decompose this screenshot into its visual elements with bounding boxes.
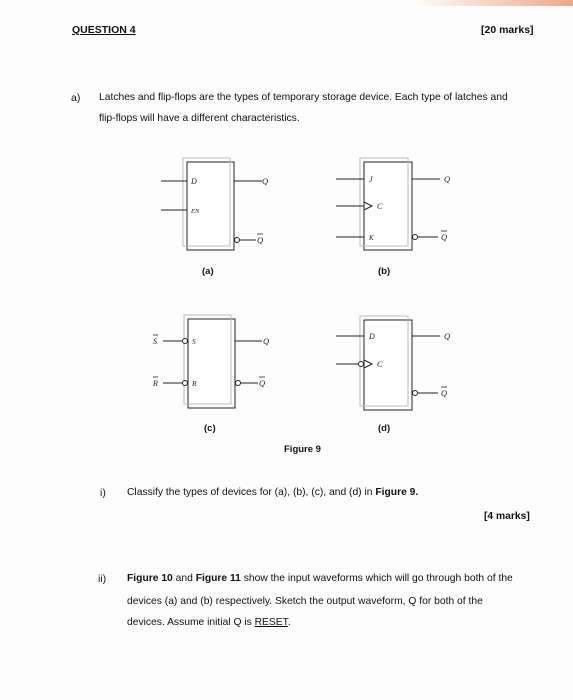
part-a-line1: Latches and flip-flops are the types of temporary storage device. Each type of latches and xyxy=(99,92,508,103)
q-ii-line3 xyxy=(127,617,291,628)
flipflop-d-qbar-label: Q xyxy=(441,388,448,398)
latch-c-sbar-ext-label: S xyxy=(153,337,157,346)
flipflop-b-j-label: J xyxy=(369,175,373,184)
q-ii-line3-text: devices. Assume initial Q is xyxy=(127,617,255,628)
figure-label-c: (c) xyxy=(204,423,216,434)
flipflop-b-q-label: Q xyxy=(444,174,451,184)
figure-label-b: (b) xyxy=(378,266,391,277)
flipflop-d-d-label: D xyxy=(369,332,375,341)
q-i-text-main: Classify the types of devices for (a), (b), (c), and (d) in xyxy=(127,487,376,498)
latch-a-qbar-label: Q xyxy=(257,235,264,245)
figure-label-a: (a) xyxy=(202,266,214,277)
q-ii-and: and xyxy=(172,573,196,584)
latch-c-s-label: S xyxy=(192,337,196,346)
q-i-text xyxy=(127,487,418,498)
latch-a-q-label: Q xyxy=(262,176,269,186)
q-ii-line3-end: . xyxy=(287,617,291,628)
q-ii-reset: RESET xyxy=(254,617,288,628)
q-ii-line1-rest: show the input waveforms which will go through both of the xyxy=(240,573,513,584)
q-i-marks: [4 marks] xyxy=(484,511,530,522)
question-title: QUESTION 4 xyxy=(72,24,136,36)
flipflop-b-k-label: K xyxy=(369,234,374,242)
figure-label-d: (d) xyxy=(378,423,391,434)
part-a-line2: flip-flops will have a different characteristics. xyxy=(99,113,300,124)
flipflop-b-c-label: C xyxy=(377,202,383,211)
question-marks: [20 marks] xyxy=(481,24,534,36)
q-ii-line2: devices (a) and (b) respectively. Sketch the output waveform, Q for both of the xyxy=(127,596,483,607)
part-a-label: a) xyxy=(71,92,81,104)
latch-a-d-label: D xyxy=(191,177,197,186)
latch-a-en-label: EN xyxy=(191,208,200,215)
q-ii-label: ii) xyxy=(98,573,107,585)
q-ii-figure11: Figure 11 xyxy=(195,573,241,584)
figure-9-caption: Figure 9 xyxy=(284,444,321,455)
latch-c-q-label: Q xyxy=(263,336,270,346)
flipflop-d-c-label: C xyxy=(377,360,383,369)
q-i-label: i) xyxy=(100,487,106,499)
latch-a-box xyxy=(187,162,234,250)
latch-c-box xyxy=(188,319,235,408)
latch-c-rbar-ext-label: R xyxy=(153,379,158,388)
flipflop-b-qbar-label: Q xyxy=(441,232,448,242)
latch-c-r-label: R xyxy=(192,379,197,388)
latch-c-qbar-label: Q xyxy=(259,378,266,388)
flipflop-d-q-label: Q xyxy=(444,331,451,341)
q-ii-figure10: Figure 10 xyxy=(127,573,173,584)
q-ii-line1 xyxy=(127,573,513,584)
q-i-figure-ref: Figure 9. xyxy=(375,487,419,498)
